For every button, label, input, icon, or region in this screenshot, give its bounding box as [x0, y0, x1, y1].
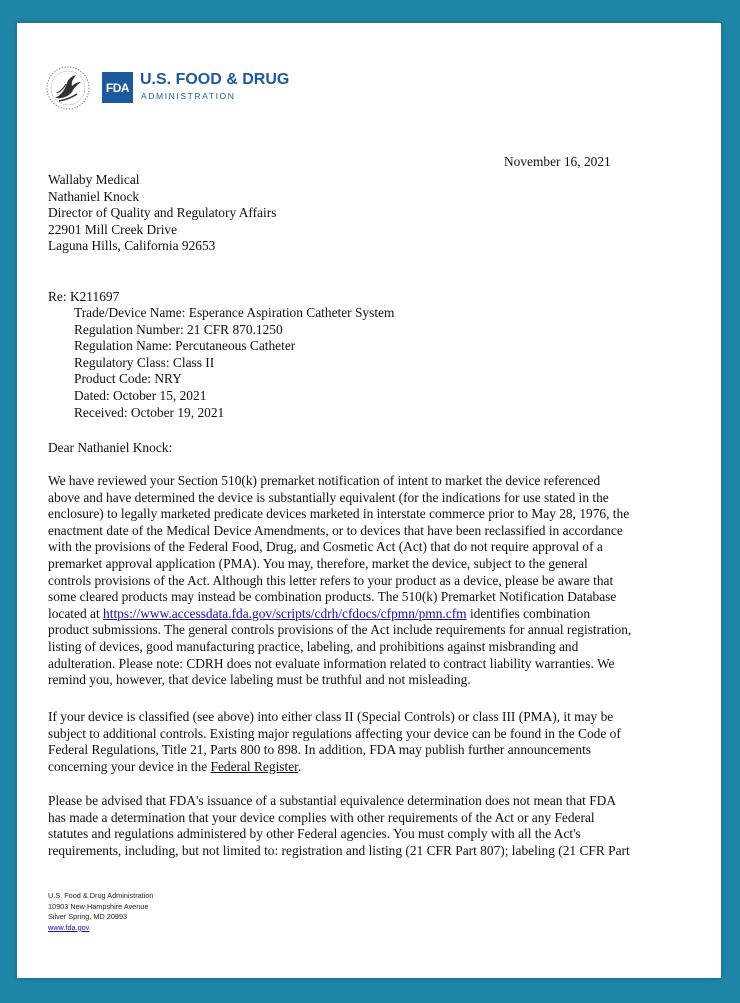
letter-date: November 16, 2021 — [504, 154, 611, 169]
agency-name: U.S. FOOD & DRUG — [140, 71, 290, 88]
re-detail-item: Regulatory Class: Class II — [74, 354, 215, 370]
body-paragraph-2 — [48, 709, 698, 775]
paragraph-line: adulteration. Please note: CDRH does not evaluate information related to contract liability warranties. We — [48, 655, 615, 671]
paragraph-line: Please be advised that FDA's issuance of a substantial equivalence determination does not mean that FDA — [48, 793, 617, 808]
re-detail-item: Trade/Device Name: Esperance Aspiration Catheter System — [74, 305, 395, 320]
re-details — [74, 305, 394, 421]
address-line: Wallaby Medical — [48, 172, 140, 187]
paragraph-line: If your device is classified (see above) into either class II (Special Controls) or class III (PMA), it may be — [48, 709, 614, 724]
paragraph-line: product submissions. The general controls provisions of the Act include requirements for annual registration, — [48, 622, 632, 638]
salutation: Dear Nathaniel Knock: — [48, 440, 173, 455]
federal-register-text: Federal Register — [210, 758, 298, 774]
body-paragraph-1 — [48, 473, 698, 689]
agency-subtitle: ADMINISTRATION — [141, 91, 236, 101]
fda-website-link[interactable]: www.fda.gov — [48, 922, 90, 932]
paragraph-line: remind you, however, that device labeling must be truthful and not misleading. — [48, 672, 471, 688]
paragraph-line: has made a determination that your device complies with other requirements of the Act or any Federal — [48, 809, 595, 825]
federal-register-prefix: concerning your device in the — [48, 758, 211, 774]
paragraph-line: enactment date of the Medical Device Amendments, or to devices that have been reclassified in accordance — [48, 522, 623, 538]
paragraph-line: above and have determined the device is substantially equivalent (for the indications for use stated in the — [48, 489, 609, 505]
paragraph-line: some cleared products may instead be combination products. The 510(k) Premarket Notification Database — [48, 589, 617, 605]
re-detail-item: Dated: October 15, 2021 — [74, 387, 207, 403]
body-paragraph-3 — [48, 793, 698, 859]
paragraph-line: Federal Regulations, Title 21, Parts 800 to 898. In addition, FDA may publish further announcements — [48, 742, 592, 758]
link-prefix: located at — [48, 605, 104, 621]
hhs-eagle-seal-icon — [45, 65, 91, 111]
recipient-address — [48, 172, 276, 255]
address-line: 22901 Mill Creek Drive — [48, 221, 178, 237]
address-line: Director of Quality and Regulatory Affairs — [48, 205, 277, 221]
pmn-database-link[interactable]: https://www.accessdata.fda.gov/scripts/cdrh/cfdocs/cfpmn/pmn.cfm — [103, 605, 467, 621]
address-line: Nathaniel Knock — [48, 188, 140, 204]
re-line: Re: K211697 — [48, 289, 120, 304]
paragraph-line: with the provisions of the Federal Food, Drug, and Cosmetic Act (Act) that do not require approval of a — [48, 539, 603, 555]
paragraph-line: listing of devices, good manufacturing practice, labeling, and prohibitions against misbranding and — [48, 638, 579, 654]
federal-register-suffix: . — [297, 758, 302, 774]
paragraph-line: We have reviewed your Section 510(k) premarket notification of intent to market the device referenced — [48, 473, 601, 488]
link-suffix: identifies combination — [466, 605, 591, 621]
paragraph-line: controls provisions of the Act. Although this letter refers to your product as a device, please be aware that — [48, 572, 614, 588]
re-detail-item: Regulation Name: Percutaneous Catheter — [74, 338, 296, 354]
paragraph-line — [48, 759, 698, 776]
paragraph-line: premarket approval application (PMA). You may, therefore, market the device, subject to the general — [48, 555, 588, 571]
re-detail-item: Received: October 19, 2021 — [74, 404, 225, 420]
footer-address — [48, 891, 153, 933]
letter-page — [17, 23, 721, 978]
paragraph-line: statutes and regulations administered by other Federal agencies. You must comply with all the Act's — [48, 826, 581, 842]
footer-line: 10903 New Hampshire Avenue — [48, 901, 149, 911]
paragraph-line-with-link — [48, 606, 698, 623]
paragraph-line: requirements, including, but not limited to: registration and listing (21 CFR Part 807); labeling (21 CFR Part — [48, 842, 630, 858]
address-line: Laguna Hills, California 92653 — [48, 238, 216, 254]
footer-line: U.S. Food & Drug Administration — [48, 891, 154, 900]
fda-logo-mark: FDA — [102, 72, 133, 103]
footer-line: Silver Spring, MD 20993 — [48, 912, 128, 922]
paragraph-line: enclosure) to legally marketed predicate devices marketed in interstate commerce prior to May 28, 1976, the — [48, 506, 630, 522]
re-detail-item: Product Code: NRY — [74, 371, 182, 387]
paragraph-line: subject to additional controls. Existing major regulations affecting your device can be found in the Code of — [48, 725, 621, 741]
re-detail-item: Regulation Number: 21 CFR 870.1250 — [74, 321, 283, 337]
